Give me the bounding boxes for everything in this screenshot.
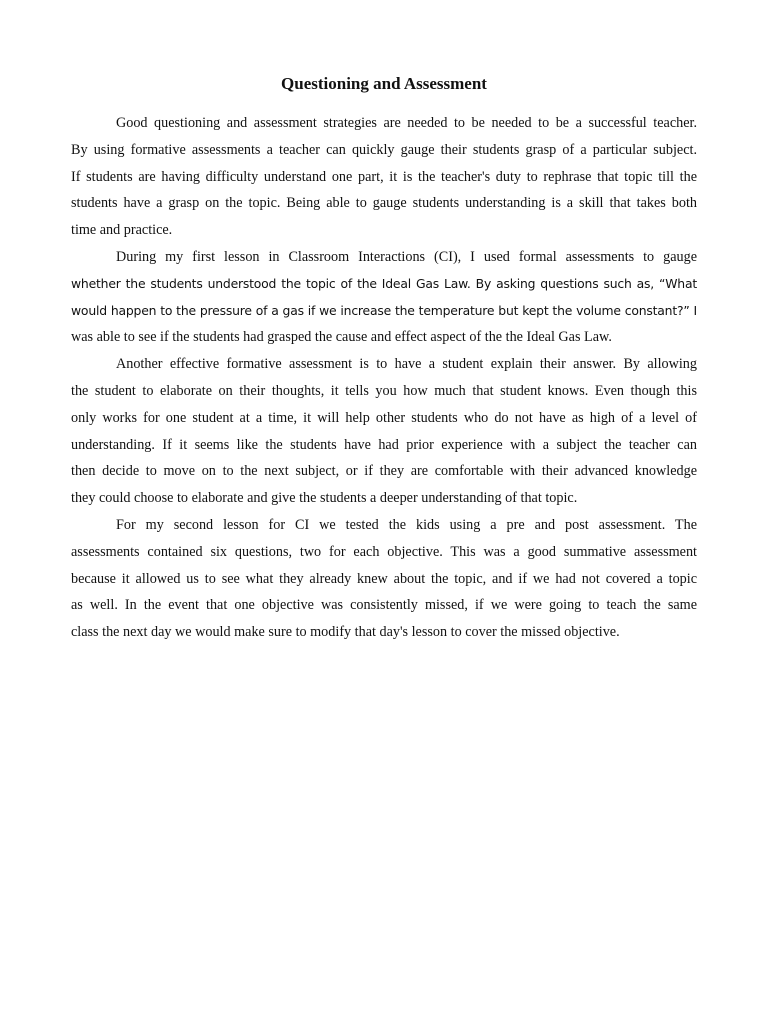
text-line: the student to elaborate on their thoughts, it tells you how much that student knows. Even though this [71,382,697,399]
text-line: would happen to the pressure of a gas if we increase the temperature but kept the volume constant?” I [71,302,697,318]
paragraph [71,512,697,646]
text-line: students have a grasp on the topic. Being able to gauge students understanding is a skill that takes both [71,195,697,212]
text-line: was able to see if the students had grasped the cause and effect aspect of the the Ideal Gas Law. [71,329,612,346]
text-line: Good questioning and assessment strategies are needed to be needed to be a successful teacher. [116,115,697,131]
text-line: only works for one student at a time, it will help other students who do not have as high of a level of [71,409,697,426]
document-title: Questioning and Assessment [281,74,487,93]
paragraph [71,351,697,512]
text-line: because it allowed us to see what they already knew about the topic, and if we had not covered a topic [71,570,697,587]
text-line: assessments contained six questions, two for each objective. This was a good summative assessment [71,543,697,560]
text-line: as well. In the event that one objective was consistently missed, if we were going to teach the same [71,597,697,614]
text-line: During my first lesson in Classroom Interactions (CI), I used formal assessments to gauge [116,248,697,265]
text-line: understanding. If it seems like the students have had prior experience with a subject the teacher can [71,436,697,453]
text-line: For my second lesson for CI we tested the kids using a pre and post assessment. The [116,516,697,533]
text-line: If students are having difficulty understand one part, it is the teacher's duty to rephrase that topic till the [71,168,697,185]
document-body [71,110,697,646]
text-line: class the next day we would make sure to modify that day's lesson to cover the missed objective. [71,624,620,641]
text-line: Another effective formative assessment is to have a student explain their answer. By allowing [116,356,697,373]
paragraph [71,244,697,351]
paragraph [71,110,697,244]
text-line: time and practice. [71,222,173,239]
text-line: whether the students understood the topic of the Ideal Gas Law. By asking questions such as, “What [71,275,697,291]
text-line: they could choose to elaborate and give the students a deeper understanding of that topic. [71,490,578,507]
text-line: By using formative assessments a teacher can quickly gauge their students grasp of a particular subject. [71,141,697,158]
text-line: then decide to move on to the next subject, or if they are comfortable with their advanced knowledge [71,463,697,480]
